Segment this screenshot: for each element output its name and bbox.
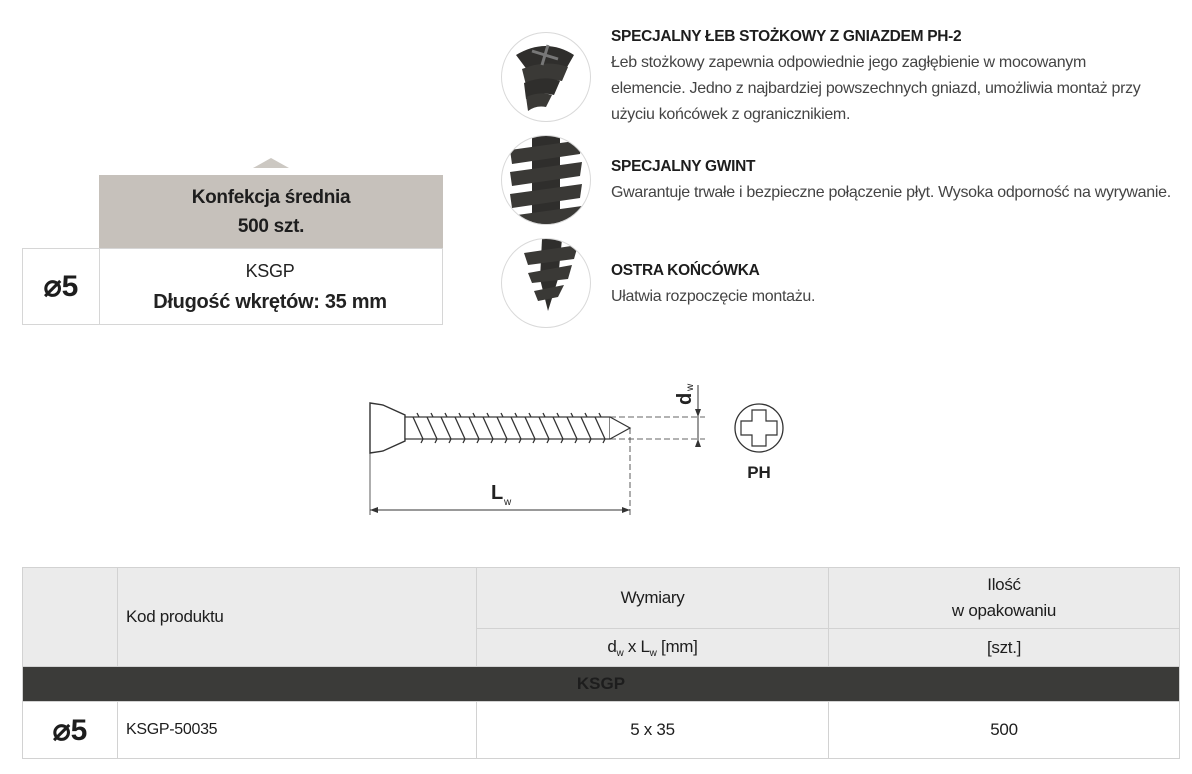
product-table bbox=[22, 567, 1180, 759]
feature-desc-line: elemencie. Jedno z najbardziej powszechnych gniazd, umożliwia montaż przy bbox=[611, 80, 1141, 97]
feature-desc-line: użyciu końcówek z ogranicznikiem. bbox=[611, 106, 851, 123]
col-qty-line1: Ilość bbox=[987, 575, 1021, 594]
dw-label: d bbox=[674, 392, 696, 405]
package-code: KSGP bbox=[245, 260, 295, 281]
feature-desc-tip bbox=[611, 284, 1171, 310]
unit-sub: w bbox=[616, 647, 624, 659]
feature-title-thread: SPECJALNY GWINT bbox=[611, 158, 756, 175]
col-dims-unit bbox=[477, 629, 829, 667]
feature-desc-thread bbox=[611, 180, 1171, 206]
row-diameter: ⌀5 bbox=[23, 702, 118, 759]
table-header-empty bbox=[23, 568, 118, 667]
package-line1: Konfekcja średnia bbox=[191, 186, 351, 208]
row-qty: 500 bbox=[829, 702, 1180, 759]
unit-part: x L bbox=[623, 636, 650, 656]
package-diameter: ⌀5 bbox=[22, 248, 100, 325]
package-pointer bbox=[253, 158, 289, 168]
lw-label: L bbox=[491, 482, 504, 504]
screw-thread-icon bbox=[501, 135, 591, 225]
screw-tip-icon bbox=[501, 238, 591, 328]
unit-part: [mm] bbox=[656, 636, 698, 656]
ph-label: PH bbox=[747, 463, 771, 482]
feature-desc-line: Gwarantuje trwałe i bezpieczne połączenie płyt. Wysoka odporność na wyrywanie. bbox=[611, 184, 1171, 201]
col-dims: Wymiary bbox=[477, 568, 829, 629]
lw-sub: w bbox=[504, 497, 512, 508]
screw-head-icon bbox=[501, 32, 591, 122]
col-qty bbox=[829, 568, 1180, 629]
package-line2: 500 szt. bbox=[237, 215, 305, 237]
package-info bbox=[98, 248, 443, 325]
unit-sub: w bbox=[649, 647, 657, 659]
col-code: Kod produktu bbox=[118, 568, 477, 667]
feature-desc-line: Łeb stożkowy zapewnia odpowiednie jego zagłębienie w mocowanym bbox=[611, 54, 1087, 71]
col-qty-unit: [szt.] bbox=[829, 629, 1180, 667]
group-row: KSGP bbox=[23, 667, 1180, 702]
col-qty-line2: w opakowaniu bbox=[951, 601, 1057, 620]
screw-drawing bbox=[355, 365, 805, 525]
feature-desc-line: Ułatwia rozpoczęcie montażu. bbox=[611, 288, 816, 305]
row-code: KSGP-50035 bbox=[118, 702, 477, 759]
feature-desc-head bbox=[611, 50, 1171, 128]
row-dims: 5 x 35 bbox=[477, 702, 829, 759]
unit-part: d bbox=[607, 636, 617, 656]
feature-title-head: SPECJALNY ŁEB STOŻKOWY Z GNIAZDEM PH-2 bbox=[611, 28, 962, 45]
feature-title-tip: OSTRA KOŃCÓWKA bbox=[611, 262, 760, 279]
package-length: Długość wkrętów: 35 mm bbox=[153, 290, 387, 313]
dw-sub: w bbox=[685, 383, 696, 391]
package-header bbox=[99, 175, 443, 248]
